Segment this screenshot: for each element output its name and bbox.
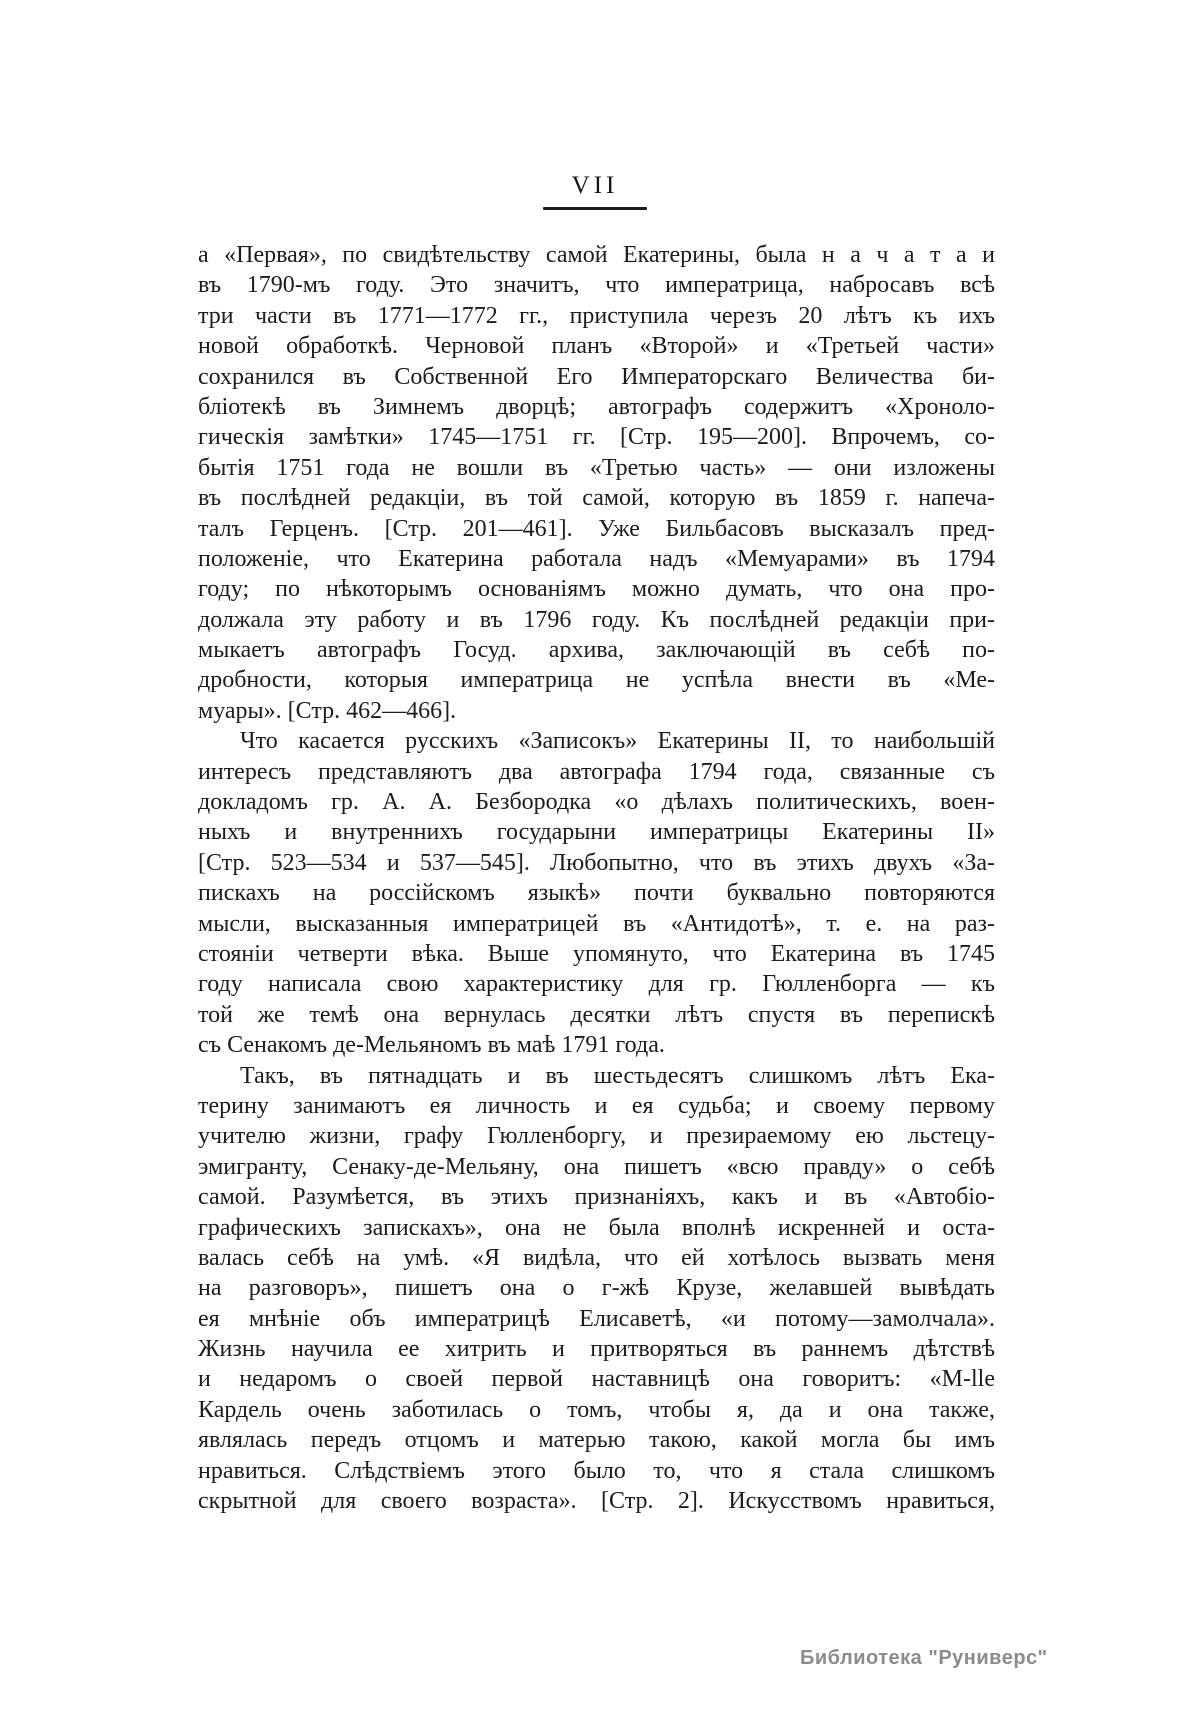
text-line: должала эту работу и въ 1796 году. Къ послѣдней редакціи при-	[198, 606, 995, 633]
text-line: Такъ, въ пятнадцать и въ шестьдесятъ слишкомъ лѣтъ Ека-	[240, 1062, 995, 1089]
text-line: самой. Разумѣется, въ этихъ признаніяхъ, какъ и въ «Автобіо-	[198, 1184, 995, 1211]
text-line: терину занимаютъ ея личность и ея судьба; и своему первому	[198, 1092, 995, 1119]
text-line: въ послѣдней редакціи, въ той самой, которую въ 1859 г. напеча-	[198, 485, 995, 512]
text-line: съ Сенакомъ де-Мельяномъ въ маѣ 1791 года.	[198, 1032, 665, 1059]
page-number-rule	[543, 207, 647, 210]
text-line: и недаромъ о своей первой наставницѣ она говоритъ: «M-lle	[198, 1366, 995, 1393]
text-line: талъ Герценъ. [Стр. 201—461]. Уже Бильбасовъ высказалъ пред-	[198, 515, 995, 542]
text-line: три части въ 1771—1772 гг., приступила черезъ 20 лѣтъ къ ихъ	[198, 302, 995, 329]
text-line: муары». [Стр. 462—466].	[198, 697, 457, 724]
text-line: Кардель очень заботилась о томъ, чтобы я, да и она также,	[198, 1396, 995, 1423]
text-line: пискахъ на россійскомъ языкѣ» почти буквально повторяются	[198, 880, 995, 907]
text-line: учителю жизни, графу Гюлленборгу, и презираемому ею льстецу-	[198, 1123, 995, 1150]
text-line: интересъ представляютъ два автографа 1794 года, связанные съ	[198, 758, 995, 785]
text-line: въ 1790-мъ году. Это значитъ, что императрица, набросавъ всѣ	[198, 272, 995, 299]
text-line: мыкаетъ автографъ Госуд. архива, заключающій въ себѣ по-	[198, 637, 995, 664]
text-line: положеніе, что Екатерина работала надъ «Мемуарами» въ 1794	[198, 545, 995, 572]
text-line: новой обработкѣ. Черновой планъ «Второй» и «Третьей части»	[198, 333, 995, 360]
text-line: году написала свою характеристику для гр. Гюлленборга — къ	[198, 971, 995, 998]
text-line: а «Первая», по свидѣтельству самой Екатерины, была н а ч а т а и	[198, 242, 995, 268]
text-line: ея мнѣніе объ императрицѣ Елисаветѣ, «и потому—замолчала».	[198, 1305, 995, 1332]
text-line: графическихъ запискахъ», она не была вполнѣ искренней и оста-	[198, 1214, 995, 1241]
text-line: стояніи четверти вѣка. Выше упомянуто, что Екатерина въ 1745	[198, 940, 995, 967]
text-line: на разговоръ», пишетъ она о г-жѣ Крузе, желавшей вывѣдать	[198, 1275, 995, 1302]
watermark: Библиотека "Руниверс"	[800, 1647, 1048, 1669]
text-line: дробности, которыя императрица не успѣла внести въ «Ме-	[198, 667, 995, 694]
text-line: Что касается русскихъ «Записокъ» Екатерины II, то наибольшій	[240, 728, 995, 755]
text-line: году; по нѣкоторымъ основаніямъ можно думать, что она про-	[198, 576, 995, 603]
text-line: являлась передъ отцомъ и матерью такою, какой могла бы имъ	[198, 1427, 995, 1454]
text-line: бытія 1751 года не вошли въ «Третью часть» — они изложены	[198, 454, 995, 481]
text-line: валась себѣ на умѣ. «Я видѣла, что ей хотѣлось вызвать меня	[198, 1244, 995, 1271]
text-line: сохранился въ Собственной Его Императорскаго Величества би-	[198, 363, 995, 390]
text-line: Жизнь научила ее хитрить и притворяться въ раннемъ дѣтствѣ	[198, 1336, 995, 1363]
page-number	[531, 172, 659, 200]
text-line: той же темѣ она вернулась десятки лѣтъ спустя въ перепискѣ	[198, 1001, 995, 1028]
text-line: бліотекѣ въ Зимнемъ дворцѣ; автографъ содержитъ «Хроноло-	[198, 393, 995, 420]
text-line: эмигранту, Сенаку-де-Мельяну, она пишетъ «всю правду» о себѣ	[198, 1153, 995, 1180]
text-line: ныхъ и внутреннихъ государыни императрицы Екатерины II»	[198, 819, 995, 846]
text-line: мысли, высказанныя императрицей въ «Антидотѣ», т. е. на раз-	[198, 910, 995, 937]
text-line: скрытной для своего возраста». [Стр. 2]. Искусствомъ нравиться,	[198, 1488, 995, 1515]
text-line: нравиться. Слѣдствіемъ этого было то, что я стала слишкомъ	[198, 1457, 995, 1484]
text-line: докладомъ гр. А. А. Безбородка «о дѣлахъ политическихъ, воен-	[198, 789, 995, 816]
page-number-label: VII	[571, 172, 619, 199]
text-line: гическія замѣтки» 1745—1751 гг. [Стр. 195—200]. Впрочемъ, со-	[198, 424, 995, 451]
text-line: [Стр. 523—534 и 537—545]. Любопытно, что въ этихъ двухъ «За-	[198, 849, 995, 876]
body-text	[198, 240, 995, 1516]
